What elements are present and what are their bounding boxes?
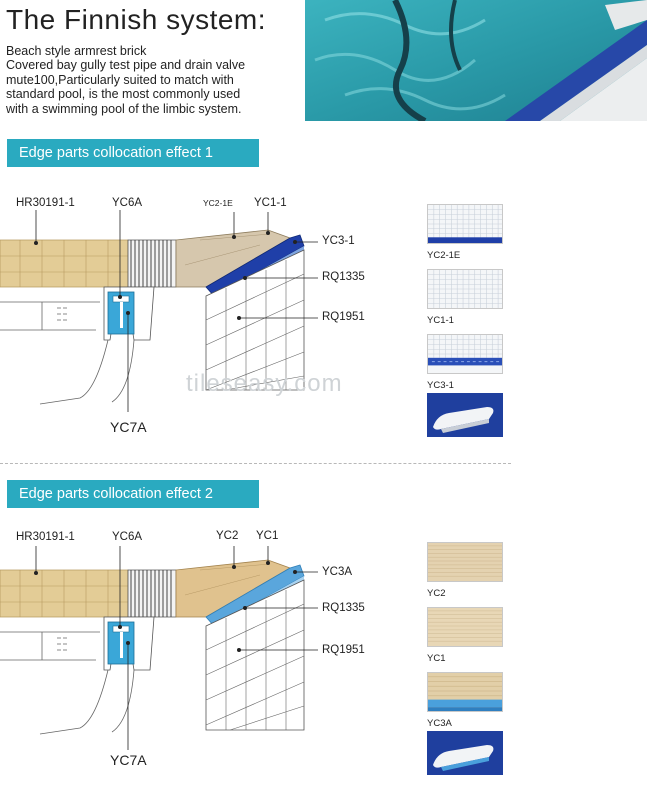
swatch-yc1	[427, 607, 503, 647]
description-line: mute100,Particularly suited to match with	[6, 72, 234, 87]
section2-swatches	[427, 542, 503, 780]
swatch-yc3a	[427, 672, 503, 712]
swatch-label: YC1-1	[427, 315, 454, 326]
section-divider	[0, 463, 511, 464]
swatch-yc3-1	[427, 334, 503, 374]
label-yc7a: YC7A	[110, 752, 147, 768]
label-yc2: YC2	[216, 530, 239, 542]
description	[6, 44, 298, 116]
swatch-yc2	[427, 542, 503, 582]
label-yc6a: YC6A	[112, 197, 143, 209]
label-yc1: YC1-1	[254, 197, 287, 209]
swatch-label: YC3-1	[427, 380, 454, 391]
swatch-yc1-1	[427, 269, 503, 309]
swatch-label: YC3A	[427, 718, 452, 729]
swatch-label: YC1	[427, 653, 446, 664]
description-line: standard pool, is the most commonly used	[6, 87, 241, 102]
section1-swatches	[427, 204, 503, 442]
watermark: tileseasy.com	[186, 370, 343, 397]
label-hr30191: HR30191-1	[16, 197, 75, 209]
description-line: Covered bay gully test pipe and drain valve	[6, 58, 246, 73]
swatch-label: YC2-1E	[427, 250, 461, 261]
section1-banner: Edge parts collocation effect 1	[7, 139, 259, 167]
section2-diagram-shapes	[0, 546, 318, 750]
swatch-yc3-1-profile	[427, 393, 503, 437]
pool-photo	[305, 0, 647, 121]
label-yc2: YC2-1E	[203, 198, 233, 208]
label-yc1: YC1	[256, 530, 279, 542]
section1-diagram	[0, 190, 420, 460]
label-rq1335: RQ1335	[322, 602, 365, 614]
section2-diagram	[0, 530, 420, 800]
label-yc3: YC3-1	[322, 235, 355, 247]
swatch-yc2-1e	[427, 204, 503, 244]
label-hr30191: HR30191-1	[16, 531, 75, 543]
page-title: The Finnish system:	[6, 4, 267, 35]
label-rq1951: RQ1951	[322, 311, 365, 323]
label-yc7a: YC7A	[110, 419, 147, 435]
label-yc3: YC3A	[322, 566, 353, 578]
description-line: with a swimming pool of the limbic system.	[6, 101, 242, 116]
swatch-label: YC2	[427, 588, 446, 599]
label-yc6a: YC6A	[112, 531, 143, 543]
label-rq1335: RQ1335	[322, 271, 365, 283]
section2-banner: Edge parts collocation effect 2	[7, 480, 259, 508]
description-line: Beach style armrest brick	[6, 44, 147, 58]
label-rq1951: RQ1951	[322, 644, 365, 656]
swatch-yc3a-profile	[427, 731, 503, 775]
